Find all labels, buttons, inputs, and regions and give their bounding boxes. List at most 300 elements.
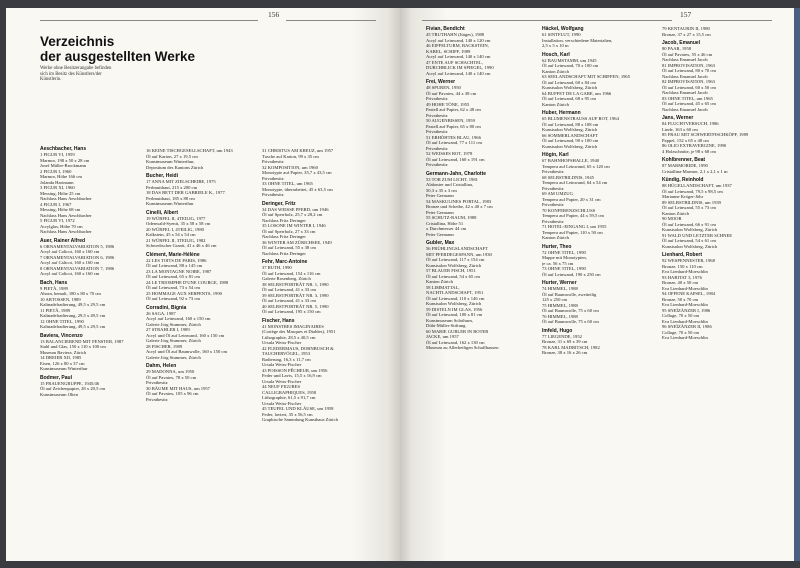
artist-name: Hurter, Werner xyxy=(542,280,577,286)
artist-name: Häckel, Wolfgang xyxy=(542,26,584,32)
entry-line: 27 STRAHLER I, 1989 xyxy=(146,327,190,332)
artist-name: Högin, Karl xyxy=(542,152,569,158)
entry-line: Öl auf Leinwand, 65 x 81 cm xyxy=(146,274,200,279)
entry-line: Galerie Jörg Stummer, Zürich xyxy=(146,354,201,360)
entry-line: Kunstsalon Wolfsberg, Zürich xyxy=(426,262,482,268)
entry-line: Acryl auf Calicot, 160 x 160 cm xyxy=(40,271,100,276)
entry-line: 67 BAHNHOFSHALLE, 1940 xyxy=(542,158,600,163)
entry-line: 8 ORNAMENTALVARIATION 7, 1986 xyxy=(40,265,115,271)
artist-name: Kohlbrenner, Beat xyxy=(662,157,706,163)
entry-line: Eva Lienhard-Moeschlin xyxy=(662,269,708,274)
entry-line: Öl auf Sperrholz, 27 x 33 cm xyxy=(262,228,316,234)
entry-line: Privatbesitz xyxy=(426,162,448,167)
entry-line: Kunstsalon Wolfsberg, Zürich xyxy=(426,301,482,306)
entry-line: Eisen, 126 x 80 x 37 cm xyxy=(40,360,85,366)
entry-line: 33 OHNE TITEL, um 1965 xyxy=(262,181,313,186)
entry-line: 45 TRUTHAHN (Jütges), 1988 xyxy=(426,32,485,37)
entry-line: Kaltnadelradierung, 49,5 x 29,5 cm xyxy=(40,302,106,307)
entry-line: 92 WESPENNESTER, 1968 xyxy=(662,258,715,263)
entry-line: CALLIGRAPHIQUES, 1958 xyxy=(262,389,317,395)
entry-line: Peter Germann xyxy=(426,193,454,198)
entry-line: Acryl auf Leinwand, 140 x 120 cm xyxy=(426,37,491,43)
entry-line: 49 HOHE TÖNE, 1955 xyxy=(426,101,470,107)
entry-line: Öl auf Leinwand, 88 x 145 cm xyxy=(146,263,203,268)
entry-line: 66 SOMMERLANDSCHAFT xyxy=(542,132,599,138)
entry-line: Eva Lienhard-Moeschlin xyxy=(662,335,708,340)
artist-name: Kündig, Reinhold xyxy=(662,177,704,183)
artist-name: Deringer, Fritz xyxy=(262,200,296,207)
entry-line: Kunstsalon Wolfsberg, Zürich xyxy=(542,127,598,132)
entry-line: 12 OHNE TITEL, 1990 xyxy=(40,318,84,324)
entry-line: Privatbesitz xyxy=(146,396,168,402)
entry-line: Öl auf Sperrholz, 25,7 x 28,2 cm xyxy=(262,212,323,217)
entry-line: Öl auf Baumwolle, 75 x 60 cm xyxy=(542,308,599,313)
entry-line: JACKE, um 1957 xyxy=(426,334,459,339)
entry-line: 54 MASKULINES PORTAL, 1983 xyxy=(426,198,492,204)
entry-line: Kunstsalon Wolfsberg, Zürich xyxy=(542,85,598,90)
entry-line: Tempera auf Papier, 110 x 50 cm xyxy=(542,229,603,235)
entry-line: 72 OHNE TITEL, 1990 xyxy=(542,249,586,255)
entry-line: Ursula Weiss-Fischer xyxy=(262,400,302,406)
entry-line: Eva Lienhard-Moeschlin xyxy=(662,318,708,324)
entry-line: Bronze und Scheibe, 42 x 40 x 7 cm xyxy=(426,204,493,209)
artist-name: Imfeld, Hugo xyxy=(542,327,573,334)
entry-line: 6 ORNAMENTALVARIATION 5, 1986 xyxy=(40,243,115,249)
entry-line: Kanton Zürich xyxy=(426,279,453,284)
entry-line: Öl auf Leinwand, 55 x 38 cm xyxy=(262,245,316,250)
entry-line: 4 Holzschnitte, je 98 x 68 cm xyxy=(662,148,716,154)
entry-line: Öl auf Leinwand, 41 x 33 cm xyxy=(262,287,316,292)
entry-line: Öl auf Leinwand, 55 x 73 cm xyxy=(662,205,716,210)
entry-line: Depositum des Kantons Zürich xyxy=(146,164,204,170)
entry-line: Kunstmuseum Olten xyxy=(40,391,78,397)
entry-line: NACHTLANDSCHAFT, 1951 xyxy=(426,290,484,295)
entry-line: Pastell auf Papier, 65 x 80 cm xyxy=(426,123,481,129)
entry-line: Graphische Sammlung Kunsthaus Zürich xyxy=(262,417,338,422)
intro-note: Werke ohne Besitzerangabe befinden sich im Besitz des Künstlers/der Künstlerin. xyxy=(40,66,112,83)
entry-line: Nachlass Fritz Deringer xyxy=(262,250,306,256)
entry-line: Privatbesitz xyxy=(262,192,284,197)
entry-line: Nachlass Emanuel Jacob xyxy=(662,57,708,62)
entry-line: 21 WÜRFEL II, 3TEILIG, 1982 xyxy=(146,237,206,243)
entry-line: Nachlass Hans Aeschbacher xyxy=(40,229,92,234)
entry-line: Öl auf Leinwand, 54 x 61 cm xyxy=(662,238,716,243)
entry-line: 95 SNEÏZÄNZER I, 1986 xyxy=(662,307,711,313)
artist-name: Bucher, Heidi xyxy=(146,173,178,179)
entry-line: Öl auf Leinwand, 92 x 73 cm xyxy=(146,296,200,301)
artist-name: Lienhard, Robert xyxy=(662,252,703,258)
artist-name: Aeschbacher, Hans xyxy=(40,146,87,152)
entry-line: Kunstmuseum Winterthur, xyxy=(146,159,195,164)
entry-line: Ahorn, bemalt, 180 x 80 x 70 cm xyxy=(40,291,101,296)
entry-line: 31 CHRISTUS AM KREUZ, um 1957 xyxy=(262,148,334,153)
entry-line: 60 MARIE GUBLER IN ROTER xyxy=(426,328,489,334)
entry-line: 50,3 x 35 x 3 cm xyxy=(426,187,457,193)
entry-line: 76 HIMMEL, 1988 xyxy=(542,313,578,319)
entry-line: 25 HOMMAGE AUX SERPENTS, 1990 xyxy=(146,290,222,296)
entry-line: Galerie Rosenberg, Zürich xyxy=(262,276,311,281)
entry-line: 38 SELBSTPORTRÄT NR. 1, 1990 xyxy=(262,281,329,287)
entry-line: 44 NEUF FIGURES xyxy=(262,384,301,389)
entry-line: 77 LIEGENDE, 1952 xyxy=(542,333,582,339)
entry-line: Acryl auf Calicot, 160 x 160 cm xyxy=(40,260,100,265)
entry-line: Öl auf Leinwand, 66 x 91 cm xyxy=(662,221,716,227)
entry-line: 30 BÄUME MIT HAUS, um 1957 xyxy=(146,385,210,391)
artist-name: Clément, Marie-Hélène xyxy=(146,251,200,258)
entry-line: Collage, 70 x 50 cm xyxy=(662,313,700,318)
entry-line: Cristallina-Marmor, 2,1 x 2,1 x 1 m xyxy=(662,168,728,174)
entry-line: Öl auf Pavatex, 78 x 50 cm xyxy=(146,374,197,380)
artist-name: Jacob, Emanuel xyxy=(662,40,701,46)
entry-line: Privatbesitz xyxy=(426,96,448,101)
entry-line: Acryl auf Calicot, 160 x 160 cm xyxy=(40,249,100,254)
entry-line: 50 AUGENBISSEN, 1959 xyxy=(426,118,475,123)
entry-line: 32 KOMPOSITION, um 1960 xyxy=(262,164,318,170)
entry-line: Öl auf Leinwand, 54 x 65 cm xyxy=(426,273,480,279)
catalog-spread xyxy=(6,8,794,561)
entry-line: Öl auf Leinwand, 60 x 84 cm xyxy=(542,79,596,85)
entry-line: Öl auf Leinwand, 117 x 154 cm xyxy=(426,257,485,262)
entry-line: Privatbesitz xyxy=(262,159,284,164)
entry-line: 41 MONSTRES IMAGINAIRES xyxy=(262,323,324,329)
artist-name: Gubler, Max xyxy=(426,240,455,246)
entry-line: Öl auf Zeichenpapier, 28 x 20,5 cm xyxy=(40,386,106,391)
entry-line: 57 BLAUER FISCH, 1951 xyxy=(426,268,476,273)
entry-line: (Cortège des Masques et Diables), 1951 xyxy=(262,329,336,334)
entry-line: TAUCHERVÖGEL, 1953 xyxy=(262,351,311,356)
entry-line: 85 FRAU MIT SCHWERTFISCHKÖPF, 1989 xyxy=(662,132,749,137)
entry-line: 34 DAS WEISSE PFERD, um 1946 xyxy=(262,206,329,212)
entry-line: Öl auf Leinwand, 88 x 108 cm xyxy=(542,121,599,127)
entry-line: Öl auf Baumwolle, 75 x 60 cm xyxy=(542,319,599,324)
entry-line: Pappel, 152 x 65 x 48 cm xyxy=(662,137,709,143)
entry-line: 35 LOSONE IM WINTER I, 1946 xyxy=(262,223,326,228)
entry-line: 26 SAGA, 1987 xyxy=(146,310,176,316)
entry-line: 78 KARL MADRITSCH, 1982 xyxy=(542,344,600,350)
artist-name: Corradini, Bignia xyxy=(146,304,187,311)
entry-line: 83 OHNE TITEL, um 1965 xyxy=(662,95,713,101)
entry-line: Jolanda Hartmann xyxy=(40,179,74,185)
entry-line: Privatbesitz xyxy=(542,218,564,224)
page-number-right: 157 xyxy=(680,10,692,19)
entry-line: 45 TEUFEL UND KLÄUSE, um 1958 xyxy=(262,406,334,411)
entry-line: Installation, verschiedene Materialien, xyxy=(542,37,613,43)
right-page xyxy=(400,8,794,561)
entry-line: Bronze, 37 x 27 x 15,5 cm xyxy=(662,31,711,37)
entry-line: 39 SELBSTPORTRÄT NR. 3, 1990 xyxy=(262,292,329,298)
artist-name: Fehr, Marc-Antoine xyxy=(262,259,308,265)
entry-line: Peter Germann xyxy=(426,231,454,237)
entry-line: 3 FIGUR XI, 1960 xyxy=(40,185,75,190)
entry-line: Kanton Zürich xyxy=(662,210,689,216)
entry-line: Nachlass Hans Aeschbacher xyxy=(40,196,92,201)
entry-line: 1 FIGUR VI, 1959 xyxy=(40,152,75,157)
entry-line: Öl auf Leinwand, 190 x 250 cm xyxy=(542,271,601,277)
entry-line: Acryl auf Leinwand, 160 x 150 cm xyxy=(146,316,211,321)
entry-line: Josef Müller-Brockmann xyxy=(40,163,86,168)
entry-line: 51 ERHÖHTES BLAU, 1966 xyxy=(426,134,481,140)
entry-line: 93 HABITAT 3, 1976 xyxy=(662,274,702,280)
entry-line: Kunstmuseum Winterthur xyxy=(146,201,194,206)
entry-line: 68 SELBSTBILDNIS, 1945 xyxy=(542,174,594,180)
entry-line: Öl auf Leinwand, 41 x 33 cm xyxy=(262,298,316,303)
artist-name: Bach, Hans xyxy=(40,279,68,286)
entry-line: Öl auf Pavatex, 55 x 46 cm xyxy=(662,51,713,57)
entry-line: Kunstsalon Wolfsberg, Zürich xyxy=(662,227,718,232)
entry-line: 74 HIMMEL, 1988 xyxy=(542,286,578,291)
entry-line: 29 MADONNA, um 1950 xyxy=(146,369,195,374)
entry-line: 18 DAS BETT DER GABRIELE K., 1977 xyxy=(146,190,225,195)
entry-line: Cristallina, Höhe 51 xyxy=(426,220,464,226)
entry-line: Öl auf Leinwand, 77 x 111 cm xyxy=(426,140,482,145)
entry-line: Collage, 70 x 50 cm xyxy=(662,329,700,335)
entry-line: 61 SINTFLUT, 1990 xyxy=(542,32,581,37)
entry-line: 43 POISSON PÊCHEUR, um 1956 xyxy=(262,367,328,373)
entry-line: Ursula Weiss-Fischer xyxy=(262,340,302,345)
entry-line: 36 WINTER AM ZÜRICHSEE, 1949 xyxy=(262,239,332,245)
entry-line: 58 LIMMATTAL, xyxy=(426,284,460,290)
entry-line: 82 IMPROVISATION, 1963 xyxy=(662,79,715,84)
entry-line: Radierung, 16,3 x 11,7 cm xyxy=(262,356,311,362)
entry-line: 20 WÜRFEL I, 4TEILIG, 1980 xyxy=(146,226,204,232)
entry-line: 17 ANNA MIT ZIELSCHEIBE, 1975 xyxy=(146,179,216,184)
artist-name: Cinelli, Albert xyxy=(146,209,179,216)
entry-line: Öl auf Leinwand, 68 x 95 cm xyxy=(542,96,596,101)
entry-line: 89 SELBSTBILDNIS, um 1939 xyxy=(662,199,721,205)
entry-line: Öl auf Baumwolle, zweiteilig xyxy=(542,291,597,297)
catalog-column xyxy=(662,26,774,546)
entry-line: Kunstmuseum Solothurn, xyxy=(426,317,473,323)
entry-line: 2,5 x 5 x 10 m xyxy=(542,43,569,48)
entry-line: 7 ORNAMENTALVARIATION 6, 1986 xyxy=(40,254,115,260)
entry-line: 9 PIETÀ, 1989 xyxy=(40,285,68,291)
entry-line: Lithographie, 61,5 x 91,7 cm xyxy=(262,395,316,400)
header-rule-right xyxy=(422,20,672,21)
entry-line: 52 WEISSES ROT, 1978 xyxy=(426,151,473,156)
entry-line: Privatbesitz xyxy=(426,145,448,151)
entry-line: Öl auf Leinwand, 70 x 100 cm xyxy=(542,63,599,68)
entry-line: Ursula Weiss-Fischer xyxy=(262,362,302,367)
entry-line: 40 SELBSTPORTRÄT NR. 5, 1990 xyxy=(262,303,329,309)
entry-line: Stahl und Glas, 150 x 110 x 100 cm xyxy=(40,344,106,349)
entry-line: DURCHBLICK IM SPIEGEL, 1990 xyxy=(426,65,494,70)
entry-line: Öl auf Leinwand, 110 x 146 cm xyxy=(426,295,485,301)
entry-line: Bronze, 150 x 110 cm xyxy=(662,263,703,269)
artist-name: Jans, Werner xyxy=(662,115,694,121)
catalog-column xyxy=(146,148,256,558)
entry-line: 15 FRAUENGRUPPE, 1945/46 xyxy=(40,380,100,386)
entry-line: 65 BLUMENSTRAUSS AUF ROT, 1964 xyxy=(542,116,619,121)
entry-line: 71 HOTEL-EINGANG I, um 1955 xyxy=(542,224,607,229)
entry-line: Pastell auf Papier, 62 x 48 cm xyxy=(426,107,481,112)
entry-line: 11 PIETÀ, 1989 xyxy=(40,307,71,313)
entry-line: Feder, laviert, 35 x 56,5 cm xyxy=(262,411,313,417)
entry-line: Kanton Zürich xyxy=(542,235,569,240)
entry-line: Öl auf Leinwand, 162 x 130 cm xyxy=(426,339,485,345)
entry-line: 62 BAUMSTAMM, um 1945 xyxy=(542,57,597,63)
entry-line: 42 FLEDERMAUS, DORNBUSCH & xyxy=(262,345,334,351)
entry-line: Öl auf Karton, 27 x 19,5 cm xyxy=(146,153,198,159)
entry-line: Mappe mit Monotypien, xyxy=(542,255,587,260)
entry-line: Tempera auf Leinwand, 65 x 120 cm xyxy=(542,163,610,169)
background-strip xyxy=(794,8,800,561)
entry-line: 48 SPUREN, 1950 xyxy=(426,85,461,90)
entry-line: Galerie Jörg Stummer, Zürich xyxy=(146,338,201,343)
entry-line: Privatbesitz xyxy=(542,185,564,191)
entry-line: 55 SCHUTZ-RAUM, 1988 xyxy=(426,215,477,220)
entry-line: 75 HIMMEL, 1988 xyxy=(542,302,578,308)
entry-line: Bronze, 40 x 50 cm xyxy=(662,280,699,285)
entry-line: Tusche auf Karton, 99 x 35 cm xyxy=(262,153,319,159)
entry-line: Peter Germann xyxy=(426,209,454,215)
entry-line: Kanton Zürich xyxy=(542,101,569,107)
entry-line: 13 BALANCIEREND MIT FENSTER, 1987 xyxy=(40,338,124,344)
catalog-column xyxy=(542,26,654,546)
entry-line: Perlmutthaut, 215 x 200 cm xyxy=(146,184,198,190)
entry-line: 87 MARMORIDE, 1990 xyxy=(662,163,708,168)
artist-name: Dahm, Helen xyxy=(146,363,177,369)
entry-line: 86 OLIO EXTRAVERGINE, 1990 xyxy=(662,143,727,148)
entry-line: Eva Lienhard-Moeschlin xyxy=(662,302,708,307)
entry-line: 59 DISTELN IM GLAS, 1956 xyxy=(426,306,483,312)
entry-line: Bronze, 50 x 70 cm xyxy=(662,296,699,302)
heading-line-1: Verzeichnis xyxy=(40,34,115,49)
entry-line: Odenwald-Syenit, 35 x 58 x 58 cm xyxy=(146,221,211,226)
artist-name: Fivian, Bendicht xyxy=(426,26,465,32)
header-rule-right-2 xyxy=(700,20,772,21)
artist-name: Frei, Werner xyxy=(426,79,456,85)
entry-line: Privatbesitz xyxy=(262,175,284,181)
entry-line: Öl auf Leinwand, 100 x 81 cm xyxy=(426,312,483,317)
entry-line: 96 SNEÏZÄNZER II, 1986 xyxy=(662,324,712,329)
header-rule-left xyxy=(40,20,258,21)
entry-line: 4 FIGUR I, 1967 xyxy=(40,201,72,207)
entry-line: KABEL, SCHIFF, 1989 xyxy=(426,48,471,54)
entry-line: 91 WALD UND LETZTER SCHNEE xyxy=(662,232,733,238)
entry-line: 46 EIFFELTURM, BACKSTEIN, xyxy=(426,43,489,48)
entry-line: Messing, Höhe 68 cm xyxy=(40,207,81,212)
entry-line: Kaltnadelradierung, 49,5 x 29,5 cm xyxy=(40,324,106,329)
entry-line: Monotypie, überarbeitet, 45 x 63,5 cm xyxy=(262,186,333,192)
entry-line: Bronze, 38 x 16 x 26 cm xyxy=(542,350,588,355)
entry-line: 84 FLUCHTVERSUCH, 1986 xyxy=(662,121,719,126)
artist-name: Hosch, Karl xyxy=(542,51,570,58)
page-heading xyxy=(40,34,195,64)
entry-line: Privatbesitz xyxy=(426,129,448,134)
entry-line: MIT PFERDEGESPANN, um 1930 xyxy=(426,251,492,257)
entry-line: Marmor, 198 x 50 x 28 cm xyxy=(40,157,90,163)
entry-line: 5 FIGUR VI, 1972 xyxy=(40,218,75,223)
entry-line: Öl auf Leinwand, 60 x 50 cm xyxy=(662,84,716,90)
entry-line: Tempera auf Papier, 20 x 31 cm xyxy=(542,196,601,202)
entry-line: Öl auf Leinwand, 160 x 191 cm xyxy=(426,156,485,162)
entry-line: Eva Lienhard-Moeschlin xyxy=(662,285,708,291)
entry-line: Kaltnadelradierung, 29,5 x 49,5 cm xyxy=(40,313,106,318)
entry-line: Galerie Jörg Stummer, Zürich xyxy=(146,321,201,327)
entry-line: Acrylglas, Höhe 70 cm xyxy=(40,223,83,229)
entry-line: 47 ENTE AUF SCHACHTEL, xyxy=(426,59,483,65)
entry-line: 70 KONFERENZSCHLUSS xyxy=(542,207,596,213)
entry-line: 79 KENTAURIN II, 1980 xyxy=(662,26,710,31)
entry-line: Öl auf Leinwand, 195 x 150 cm xyxy=(262,309,321,314)
entry-line: Ursula Weiss-Fischer xyxy=(262,378,302,384)
entry-line: Privatbesitz xyxy=(542,202,564,207)
entry-line: 73 OHNE TITEL, 1990 xyxy=(542,266,586,271)
entry-line: 10 ABTOSSEN, 1989 xyxy=(40,296,81,302)
entry-line: Acryl und Öl auf Baumwolle, 160 x 150 cm xyxy=(146,349,228,354)
entry-line: Öl auf Leinwand, 80 x 70 cm xyxy=(662,68,716,73)
entry-line: Alabaster und Cristallina, xyxy=(426,182,474,187)
entry-line: Nachlass Fritz Deringer xyxy=(262,234,306,239)
entry-line: Nachlass Fritz Deringer xyxy=(262,217,306,223)
entry-line: 63 SEELANDSCHAFT MIT SCHIFFEN, 1965 xyxy=(542,74,631,79)
entry-line: 23 LA MONTAGNE NOIRE, 1987 xyxy=(146,268,212,274)
entry-line: 37 RUTH, 1990 xyxy=(262,265,292,270)
entry-line: Acryl auf Leinwand, 140 x 140 cm xyxy=(426,70,491,76)
entry-line: Marmor, Höhe 166 cm xyxy=(40,174,82,179)
entry-line: Marianne Kröger-Jöhr xyxy=(662,194,704,199)
entry-line: Öl auf Leinwand, 154 x 116 cm xyxy=(262,270,321,276)
entry-line: Nachlass Emanuel Jacob xyxy=(662,90,708,95)
header-rule-left-2 xyxy=(286,20,376,21)
entry-line: Öl auf Pavatex, 44 x 38 cm xyxy=(426,90,477,96)
entry-line: 80 PAAR, 1958 xyxy=(662,46,692,51)
entry-line: 64 BUFFET DE LA GARE, um 1966 xyxy=(542,90,612,96)
artist-name: Auer, Rainer Alfred xyxy=(40,237,86,244)
entry-line: Museum Baviera, Zürich xyxy=(40,349,87,355)
entry-line: 19 WÜRFEL II, 4TEILIG, 1977 xyxy=(146,215,206,221)
entry-line: 69 AM UMZUG xyxy=(542,191,573,196)
entry-line: Privatbesitz xyxy=(426,112,448,118)
entry-line: Perlmutthaut, 185 x 88 cm xyxy=(146,195,195,201)
entry-line: 24 LE TRIOMPHE D'UNE COURGE, 1988 xyxy=(146,279,229,285)
entry-line: Acryl auf Leinwand, 140 x 140 cm xyxy=(426,54,491,59)
entry-line: Kanton Zürich xyxy=(542,68,569,74)
entry-line: Öl auf Leinwand, 45 x 65 cm xyxy=(662,101,716,106)
entry-line: Museum zu Allerheiligen Schaffhausen xyxy=(426,345,499,350)
entry-line: 22 LES TOITS DE PARIS, 1986 xyxy=(146,257,207,263)
entry-line: Messing, Höhe 25 cm xyxy=(40,190,81,196)
artist-name: Germann-Jahn, Charlotte xyxy=(426,170,487,177)
left-page xyxy=(6,8,400,561)
entry-line: 16 KEINE TISCHGESELLSCHAFT, um 1943 xyxy=(146,148,233,153)
catalog-column xyxy=(262,148,377,558)
entry-line: Öl auf Pavatex, 105 x 96 cm xyxy=(146,391,199,396)
entry-line: Kalkstein, 45 x 54 x 54 cm xyxy=(146,232,196,237)
entry-line: Nachlass Emanuel Jacob xyxy=(662,73,708,79)
entry-line: Bronze, 31 x 69 x 39 cm xyxy=(542,339,588,344)
entry-line: Privatbesitz xyxy=(146,380,168,385)
entry-line: Nachlass Emanuel Jacob xyxy=(662,106,708,112)
entry-line: Kunstsalon Wolfsberg, Zürich xyxy=(542,143,598,149)
entry-line: Nachlass Hans Aeschbacher xyxy=(40,212,92,218)
artist-name: Fischer, Hans xyxy=(262,317,295,324)
entry-line: Schwedischer Granit, 41 x 46 x 46 cm xyxy=(146,243,217,248)
entry-line: 2 FIGUR I, 1960 xyxy=(40,168,72,174)
catalog-column xyxy=(40,146,140,556)
entry-line: x Durchmesser 44 cm xyxy=(426,226,467,231)
artist-name: Hurter, Theo xyxy=(542,243,572,250)
entry-line: Tempera auf Leinwand, 64 x 54 cm xyxy=(542,180,608,185)
entry-line: 28 FISCHER, 1989 xyxy=(146,343,183,349)
entry-line: 94 OFFENE KAPSEL, 1984 xyxy=(662,291,716,296)
artist-name: Baviera, Vincenzo xyxy=(40,332,83,339)
entry-line: 88 HÜGELLANDSCHAFT, um 1937 xyxy=(662,183,732,188)
entry-line: Privatbesitz xyxy=(542,169,564,174)
entry-line: Kunstmuseum Winterthur xyxy=(40,366,88,371)
entry-line: Lithographie, 28,5 x 40,5 cm xyxy=(262,334,316,340)
entry-line: Öl auf Leinwand, 79,5 x 98,5 cm xyxy=(662,188,723,194)
